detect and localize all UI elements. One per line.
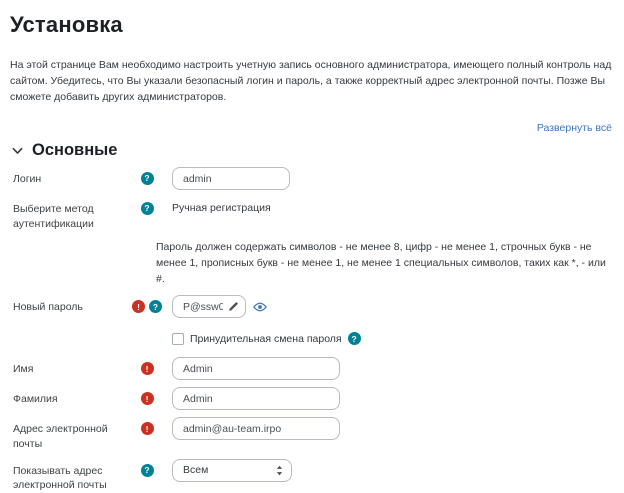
email-visibility-label: Показывать адрес электронной почты [13, 464, 107, 492]
new-password-label: Новый пароль [13, 301, 83, 314]
required-icon: ! [141, 362, 154, 375]
first-name-label: Имя [13, 363, 34, 376]
password-rules-text: Пароль должен содержать символов - не менее 8, цифр - не менее 1, строчных букв - не менее 1, прописных букв - не менее 1, не менее 1 специальных символов, таких как *, - или #. [156, 241, 606, 286]
help-icon[interactable]: ? [141, 464, 154, 477]
auth-method-label: Выберите метод аутентификации [13, 203, 94, 230]
help-icon[interactable]: ? [348, 332, 361, 345]
auth-method-value: Ручная регистрация [172, 202, 271, 214]
select-updown-arrows-icon [276, 465, 283, 476]
expand-all-link[interactable]: Развернуть всё [536, 122, 612, 134]
login-label: Логин [13, 173, 42, 185]
last-name-label: Фамилия [13, 393, 58, 406]
help-icon[interactable]: ? [149, 300, 162, 313]
field-row-new-password [10, 295, 614, 318]
help-icon[interactable]: ? [141, 202, 154, 215]
required-icon: ! [141, 392, 154, 405]
field-row-email-visibility [10, 459, 614, 493]
field-row-force-password-change [10, 330, 614, 345]
field-row-auth-method [10, 197, 614, 231]
field-row-first-name [10, 357, 614, 380]
section-header-basic[interactable] [10, 141, 614, 160]
section-title: Основные [32, 141, 118, 159]
field-row-password-rules [10, 237, 614, 289]
page-title: Установка [10, 12, 123, 37]
first-name-input[interactable] [172, 357, 340, 380]
field-row-login [10, 167, 614, 190]
admin-account-form [10, 167, 614, 493]
login-input[interactable] [172, 167, 290, 190]
email-visibility-select[interactable] [172, 459, 292, 482]
email-input[interactable] [172, 417, 340, 440]
email-visibility-selected-value: Всем [183, 464, 209, 477]
help-icon[interactable]: ? [141, 172, 154, 185]
force-password-change-checkbox[interactable] [172, 333, 184, 345]
page-description: На этой странице Вам необходимо настроить учетную запись основного администратора, имеющего полный контроль над сайтом. Убедитесь, что Вы указали безопасный логин и пароль, а также корректный адрес электронной почты. Позже Вы сможете добавить других администраторов. [10, 59, 612, 103]
required-icon: ! [132, 300, 145, 313]
expand-all-row [10, 118, 614, 136]
last-name-input[interactable] [172, 387, 340, 410]
chevron-down-icon [12, 147, 23, 155]
password-visibility-toggle[interactable] [253, 300, 267, 313]
email-label: Адрес электронной почты [13, 423, 108, 451]
eye-icon [253, 301, 267, 313]
field-row-last-name [10, 387, 614, 410]
field-row-email [10, 417, 614, 451]
force-password-change-label: Принудительная смена пароля [190, 332, 342, 345]
required-icon: ! [141, 422, 154, 435]
edit-pencil-icon [228, 301, 239, 312]
